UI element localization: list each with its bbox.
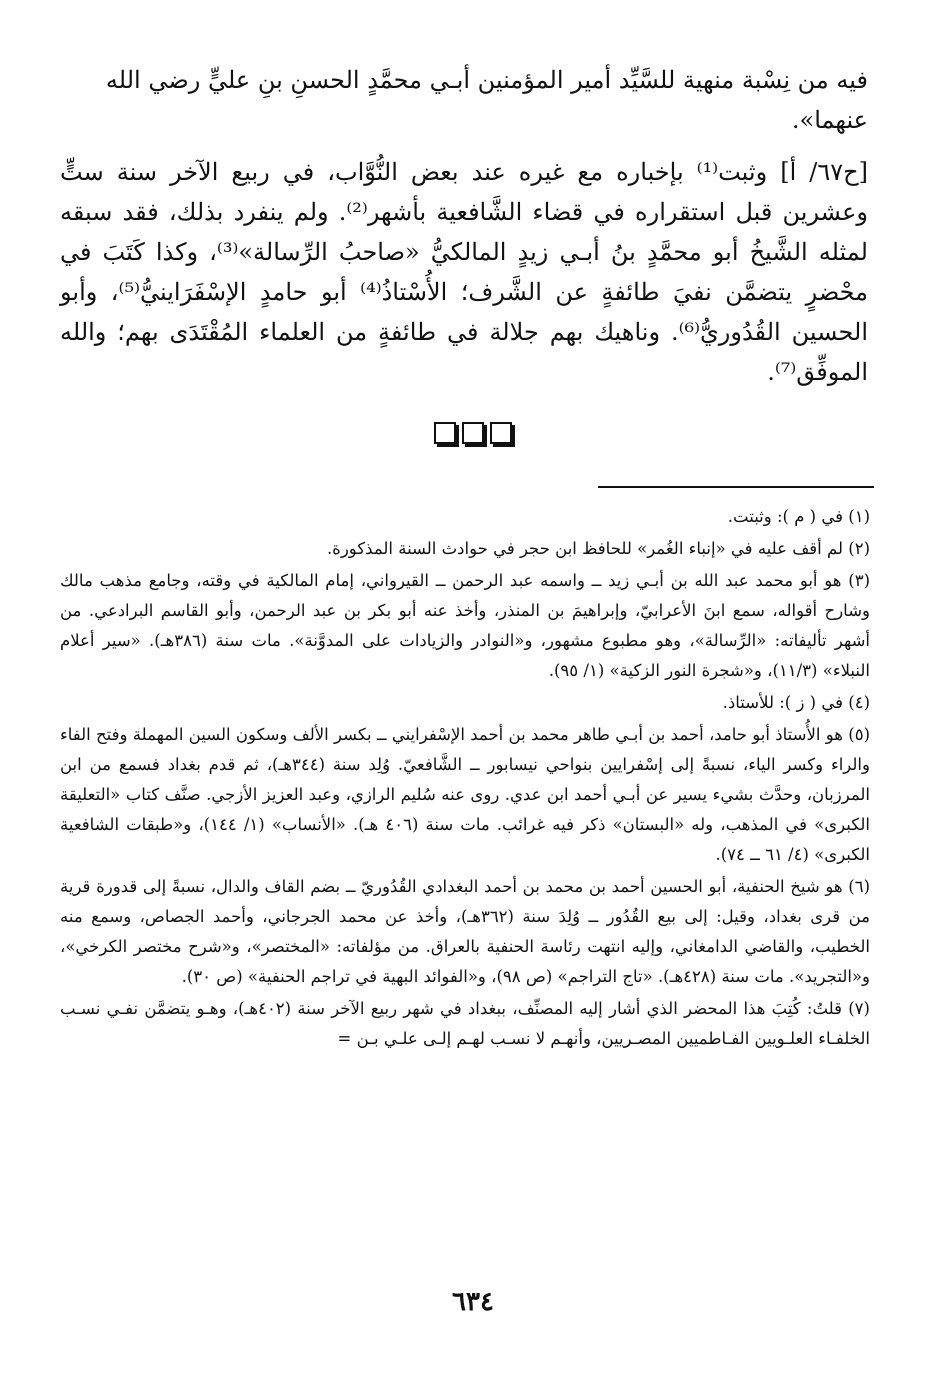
footnote-number: (١)	[848, 507, 870, 526]
page-number: ٦٣٤	[452, 1287, 494, 1317]
footnote-text: هو أبو محمد عبد الله بن أبـي زيد ــ واسمه عبد الرحمن ــ القيرواني، إمام المالكية في وقته، وجامع مذهب مالك وشارح أقواله، سمع ابنَ الأعرابيّ، وإبراهيمَ بن المنذر، وأخذ عنه أبو بكر بن عبد الرحمن، وأبو القاسم البرادعي. من أشهر تأليفاته: «الرِّسالة»، وهو مطبوع مشهور، و«النوادر والزيادات على المدوَّنة». مات سنة (٣٨٦هـ). «سير أعلام النبلاء» (١١/٣)، و«شجرة النور الزكية» (١/ ٩٥).	[60, 571, 870, 680]
footnote-number: (٢)	[848, 539, 870, 558]
footnote	[60, 502, 870, 532]
footnote-text: لم أقف عليه في «إنباء الغُمر» للحافظ ابن حجر في حوادث السنة المذكورة.	[326, 539, 843, 558]
footnote	[60, 688, 870, 718]
footnote-number: (٣)	[848, 571, 871, 590]
footnote-text: هو شيخ الحنفية، أبو الحسين أحمد بن محمد بن أحمد البغدادي القُدُوريّ ــ بضم القاف والدال، نسبةً إلى قدورة قرية من قرى بغداد، وقيل: إلى بيع القُدُور ــ وُلِدَ سنة (٣٦٢هـ)، وأخذ عن محمد الجرجاني، وأحمد الجصاص، وسمع منه الخطيب، والقاضي الدامغاني، وإليه انتهت رئاسة الحنفية بالعراق. من مؤلفاته: «المختصر»، و«شرح مختصر الكرخي»، و«التجريد». مات سنة (٤٢٨هـ). «تاج التراجم» (ص ٩٨)، و«الفوائد البهية في تراجم الحنفية» (ص ٣٠).	[60, 877, 870, 986]
separator-square-icon	[462, 422, 484, 444]
footnotes	[60, 502, 870, 1056]
footnote-number: (٥)	[848, 725, 870, 744]
separator-square-icon	[490, 422, 512, 444]
footnote	[60, 534, 870, 564]
footnote-text: في ( م ): وثبتت.	[727, 507, 843, 526]
main-text-paragraph: [ح٦٧/ أ] وثبت⁽¹⁾ بإخباره مع غيره عند بعض النُّوَّاب، في ربيع الآخر سنة ستٍّ وعشرين قبل استقراره في قضاء الشَّافعية بأشهر⁽²⁾. ولم ينفرد بذلك، فقد سبقه لمثله الشَّيخُ أبو محمَّدٍ بنُ أبـي زيدٍ المالكيُّ «صاحبُ الرِّسالة»⁽³⁾، وكذا كَتَبَ في محْضرٍ يتضمَّن نفيَ طائفةٍ عن الشَّرف؛ الأُسْتاذُ⁽⁴⁾ أبو حامدٍ الإسْفَرَاينيُّ⁽⁵⁾، وأبو الحسين القُدُوريُّ⁽⁶⁾. وناهيك بهم جلالة في طائفةٍ من العلماء المُقْتَدَى بهم؛ والله الموفِّق⁽⁷⁾.	[60, 158, 869, 386]
footnote-number: (٤)	[848, 693, 870, 712]
footnote	[60, 566, 870, 686]
footnote-text: هو الأُستاذ أبو حامد، أحمد بن أبـي طاهر محمد بن أحمد الإسْفرايني ــ بكسر الألف وسكون السين المهملة وفتح الفاء والراء وكسر الياء، نسبةً إلى إسْفرايين بنواحي نيسابور ــ الشَّافعيّ. وُلِد سنة (٣٤٤هـ)، ثم قدم بغداد فسمع من ابن المرزبان، وحدَّث بشيء يسير عن أبـي أحمد ابن عدي. روى عنه سُليم الرازي، وعبد العزيز الأزجي. صنَّف كتاب «التعليقة الكبرى» في المذهب، وله «البستان» ذكر فيه غرائب. مات سنة (٤٠٦ هـ). «الأنساب» (١/ ١٤٤)، و«طبقات الشافعية الكبرى» (٤/ ٦١ ــ ٧٤).	[60, 725, 870, 864]
main-text	[60, 60, 868, 392]
footnote	[60, 872, 870, 992]
separator-square-icon	[434, 422, 456, 444]
footnote	[60, 994, 870, 1054]
footnote-rule	[598, 486, 874, 488]
footnote-text: قلتُ: كُتِبَ هذا المحضر الذي أشار إليه المصنِّف، ببغداد في شهر ربيع الآخر سنة (٤٠٢هـ)، وهـو يتضمَّن نفـي نسـب الخلفـاء العلـويين الفـاطميين المصـريين، وأنهـم لا نسـب لهـم إلـى علـي بـن =	[60, 999, 870, 1048]
footnote-text: في ( ز ): للأستاذ.	[722, 693, 843, 712]
section-separator	[0, 422, 946, 444]
footnote-number: (٦)	[848, 877, 871, 896]
footnote	[60, 720, 870, 870]
footnote-number: (٧)	[848, 999, 870, 1018]
main-text-opening-line: فيه من نِسْبة منهية للسَّيِّد أمير المؤمنين أبـي محمَّدٍ الحسنِ بنِ عليٍّ رضي الله عنهما».	[105, 66, 868, 134]
